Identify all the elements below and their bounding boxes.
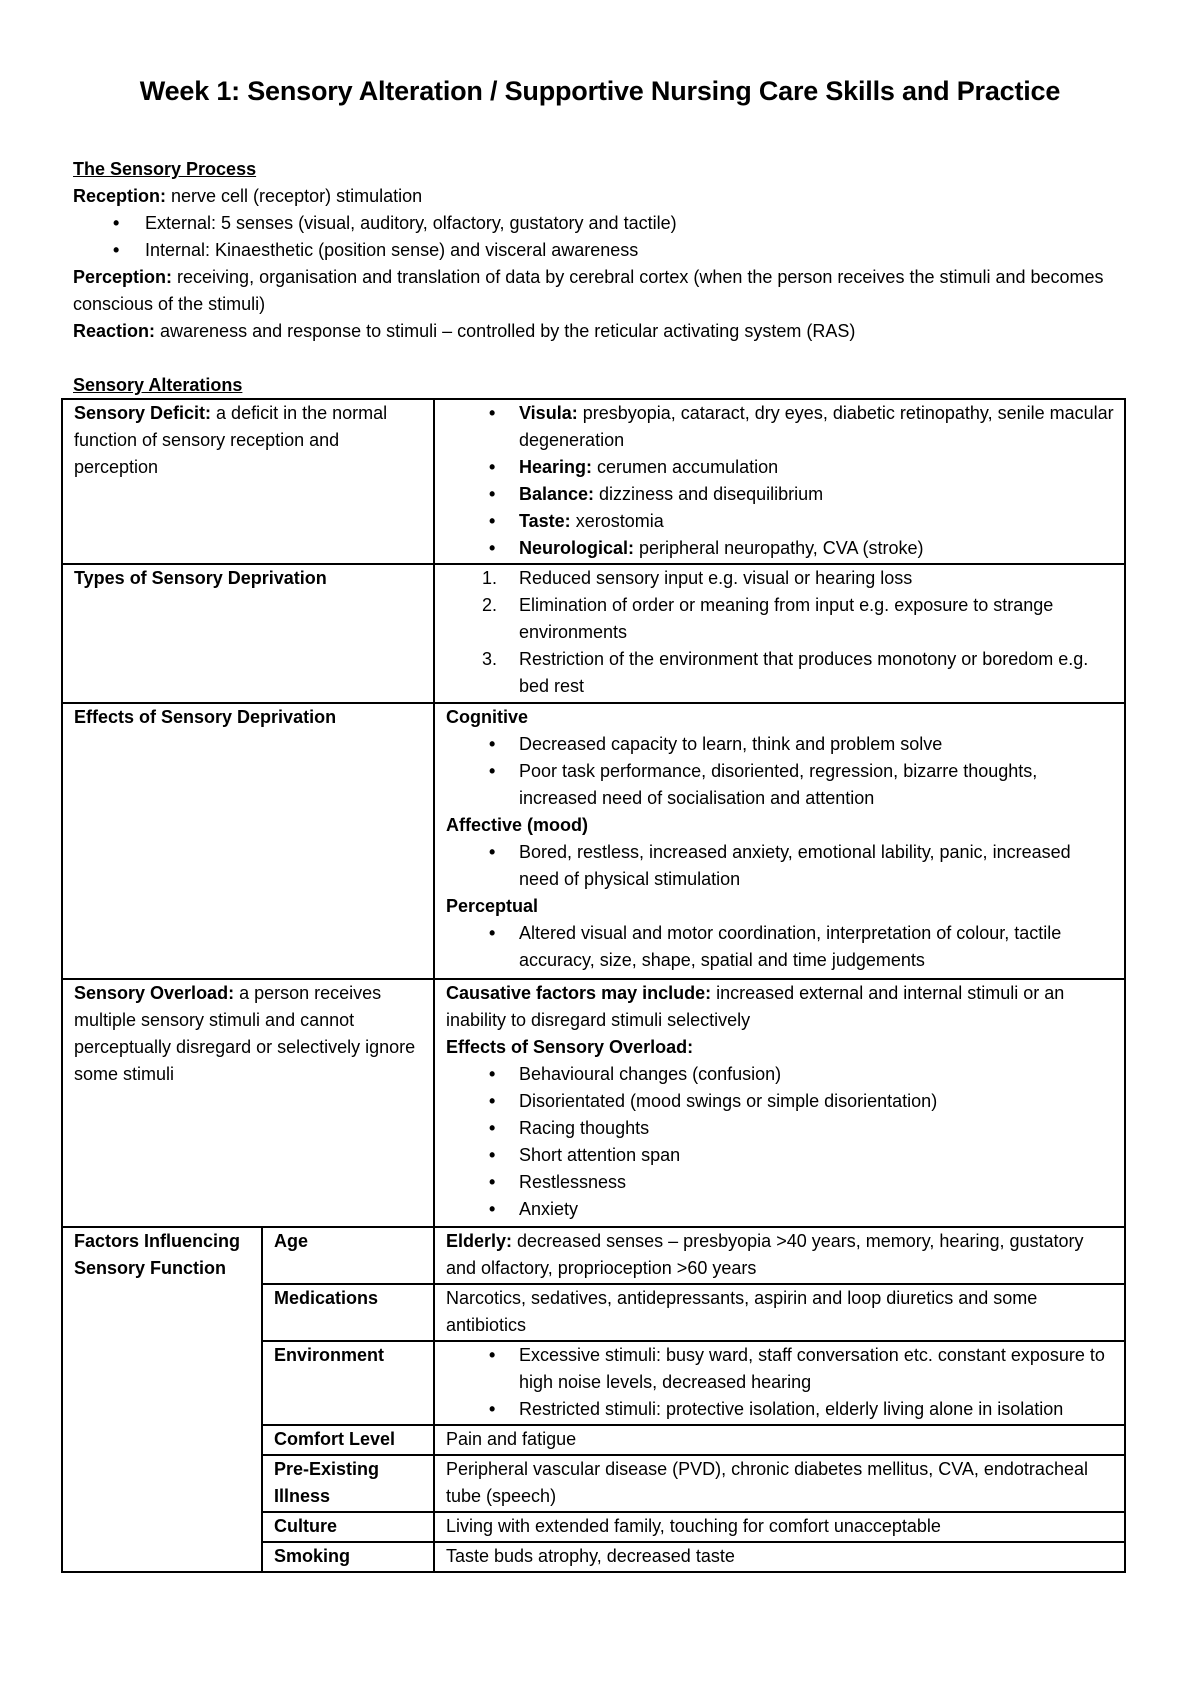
factor-detail-cell: Living with extended family, touching for comfort unacceptable bbox=[434, 1512, 1125, 1542]
item-label: Hearing: bbox=[519, 457, 593, 477]
environment-list bbox=[446, 1342, 1114, 1423]
list-item bbox=[446, 592, 1114, 646]
factor-name-cell: Pre-Existing Illness bbox=[262, 1455, 434, 1512]
reaction-text: awareness and response to stimuli – controlled by the reticular activating system (RAS) bbox=[155, 321, 856, 341]
list-item: • Decreased capacity to learn, think and problem solve bbox=[446, 731, 1114, 758]
overload-content-cell bbox=[434, 979, 1125, 1227]
table-row bbox=[62, 564, 1125, 703]
list-item: • Behavioural changes (confusion) bbox=[446, 1061, 1114, 1088]
list-item: • Altered visual and motor coordination, interpretation of colour, tactile accuracy, size, shape, spatial and time judgements bbox=[446, 920, 1114, 974]
list-item: • Restlessness bbox=[446, 1169, 1114, 1196]
document-title: Week 1: Sensory Alteration / Supportive Nursing Care Skills and Practice bbox=[139, 76, 1061, 106]
sensory-process-heading: The Sensory Process bbox=[73, 159, 257, 179]
factor-name-cell: Medications bbox=[262, 1284, 434, 1341]
affective-list bbox=[446, 839, 1114, 893]
sensory-alterations-heading: Sensory Alterations bbox=[73, 375, 243, 395]
item-text: cerumen accumulation bbox=[592, 457, 779, 477]
list-item bbox=[446, 508, 1114, 535]
item-label: Balance: bbox=[519, 484, 595, 504]
factor-name-cell: Environment bbox=[262, 1341, 434, 1425]
list-item: • Bored, restless, increased anxiety, emotional lability, panic, increased need of physical stimulation bbox=[446, 839, 1114, 893]
causative-paragraph bbox=[446, 980, 1114, 1034]
list-item bbox=[446, 565, 1114, 592]
factor-detail-cell bbox=[434, 1227, 1125, 1284]
deficit-list bbox=[446, 400, 1114, 562]
list-item: • Disorientated (mood swings or simple disorientation) bbox=[446, 1088, 1114, 1115]
reception-list bbox=[73, 210, 1133, 264]
item-text: presbyopia, cataract, dry eyes, diabetic retinopathy, senile macular degeneration bbox=[519, 403, 1114, 450]
item-number: 1. bbox=[482, 568, 498, 588]
perceptual-subheading: Perceptual bbox=[446, 896, 539, 916]
cognitive-subheading: Cognitive bbox=[446, 707, 529, 727]
list-item: • Short attention span bbox=[446, 1142, 1114, 1169]
table-row bbox=[62, 399, 1125, 564]
reaction-paragraph bbox=[73, 318, 1133, 345]
reception-text: nerve cell (receptor) stimulation bbox=[166, 186, 423, 206]
list-item: • Anxiety bbox=[446, 1196, 1114, 1223]
overload-definition-cell bbox=[62, 979, 434, 1227]
list-item: • Racing thoughts bbox=[446, 1115, 1114, 1142]
cognitive-list bbox=[446, 731, 1114, 812]
table-row bbox=[62, 1227, 1125, 1284]
effects-label-cell bbox=[62, 703, 434, 979]
list-item: • Excessive stimuli: busy ward, staff conversation etc. constant exposure to high noise levels, decreased hearing bbox=[446, 1342, 1114, 1396]
factors-label-cell bbox=[62, 1227, 262, 1572]
age-text: decreased senses – presbyopia >40 years, memory, hearing, gustatory and olfactory, proprioception >60 years bbox=[446, 1231, 1084, 1278]
types-list-cell bbox=[434, 564, 1125, 703]
factor-name-cell: Age bbox=[262, 1227, 434, 1284]
factor-detail-cell: Taste buds atrophy, decreased taste bbox=[434, 1542, 1125, 1572]
list-item: • Restricted stimuli: protective isolation, elderly living alone in isolation bbox=[446, 1396, 1114, 1423]
overload-text: a person receives multiple sensory stimuli and cannot perceptually disregard or selectively ignore some stimuli bbox=[74, 983, 416, 1084]
item-label: Taste: bbox=[519, 511, 571, 531]
table-row bbox=[62, 979, 1125, 1227]
factor-detail-cell: Pain and fatigue bbox=[434, 1425, 1125, 1455]
perception-label: Perception: bbox=[73, 267, 173, 287]
item-text: Elimination of order or meaning from input e.g. exposure to strange environments bbox=[519, 595, 1054, 642]
effects-label: Effects of Sensory Deprivation bbox=[74, 707, 337, 727]
item-label: Neurological: bbox=[519, 538, 635, 558]
item-text: peripheral neuropathy, CVA (stroke) bbox=[634, 538, 924, 558]
causative-label: Causative factors may include: bbox=[446, 983, 712, 1003]
factor-detail-cell bbox=[434, 1341, 1125, 1425]
item-text: xerostomia bbox=[570, 511, 664, 531]
types-label: Types of Sensory Deprivation bbox=[74, 568, 327, 588]
overload-effects-subheading: Effects of Sensory Overload: bbox=[446, 1037, 694, 1057]
overload-label: Sensory Overload: bbox=[74, 983, 235, 1003]
factors-label: Factors Influencing Sensory Function bbox=[74, 1231, 241, 1278]
item-text: dizziness and disequilibrium bbox=[594, 484, 824, 504]
affective-subheading: Affective (mood) bbox=[446, 815, 589, 835]
factor-detail-cell: Peripheral vascular disease (PVD), chronic diabetes mellitus, CVA, endotracheal tube (speech) bbox=[434, 1455, 1125, 1512]
list-item bbox=[446, 481, 1114, 508]
perception-text: receiving, organisation and translation of data by cerebral cortex (when the person receives the stimuli and becomes conscious of the stimuli) bbox=[73, 267, 1104, 314]
table-row bbox=[62, 703, 1125, 979]
factor-detail-cell: Narcotics, sedatives, antidepressants, aspirin and loop diuretics and some antibiotics bbox=[434, 1284, 1125, 1341]
item-label: Visula: bbox=[519, 403, 578, 423]
item-text: Restriction of the environment that produces monotony or boredom e.g. bed rest bbox=[519, 649, 1089, 696]
list-item bbox=[446, 400, 1114, 454]
list-item bbox=[446, 646, 1114, 700]
list-item bbox=[446, 454, 1114, 481]
reception-label: Reception: bbox=[73, 186, 167, 206]
types-label-cell bbox=[62, 564, 434, 703]
reaction-label: Reaction: bbox=[73, 321, 156, 341]
item-number: 3. bbox=[482, 649, 498, 669]
list-item: • Poor task performance, disoriented, regression, bizarre thoughts, increased need of socialisation and attention bbox=[446, 758, 1114, 812]
list-item bbox=[446, 535, 1114, 562]
reception-paragraph bbox=[73, 183, 1133, 210]
deficit-text: a deficit in the normal function of sensory reception and perception bbox=[74, 403, 388, 477]
deficit-label: Sensory Deficit: bbox=[74, 403, 212, 423]
causative-text: increased external and internal stimuli or an inability to disregard stimuli selectively bbox=[446, 983, 1065, 1030]
factor-name-cell: Comfort Level bbox=[262, 1425, 434, 1455]
factor-name-cell: Culture bbox=[262, 1512, 434, 1542]
item-text: Reduced sensory input e.g. visual or hearing loss bbox=[519, 568, 913, 588]
list-item: • Internal: Kinaesthetic (position sense) and visceral awareness bbox=[73, 237, 1133, 264]
perceptual-list bbox=[446, 920, 1114, 974]
effects-content-cell bbox=[434, 703, 1125, 979]
types-list bbox=[446, 565, 1114, 700]
perception-paragraph bbox=[73, 264, 1133, 318]
sensory-process-section bbox=[73, 156, 1133, 345]
sensory-alterations-table bbox=[61, 398, 1126, 1573]
age-label: Elderly: bbox=[446, 1231, 513, 1251]
overload-effects-list bbox=[446, 1061, 1114, 1223]
deficit-definition-cell bbox=[62, 399, 434, 564]
item-number: 2. bbox=[482, 595, 498, 615]
factor-name-cell: Smoking bbox=[262, 1542, 434, 1572]
list-item: • External: 5 senses (visual, auditory, olfactory, gustatory and tactile) bbox=[73, 210, 1133, 237]
deficit-examples-cell bbox=[434, 399, 1125, 564]
